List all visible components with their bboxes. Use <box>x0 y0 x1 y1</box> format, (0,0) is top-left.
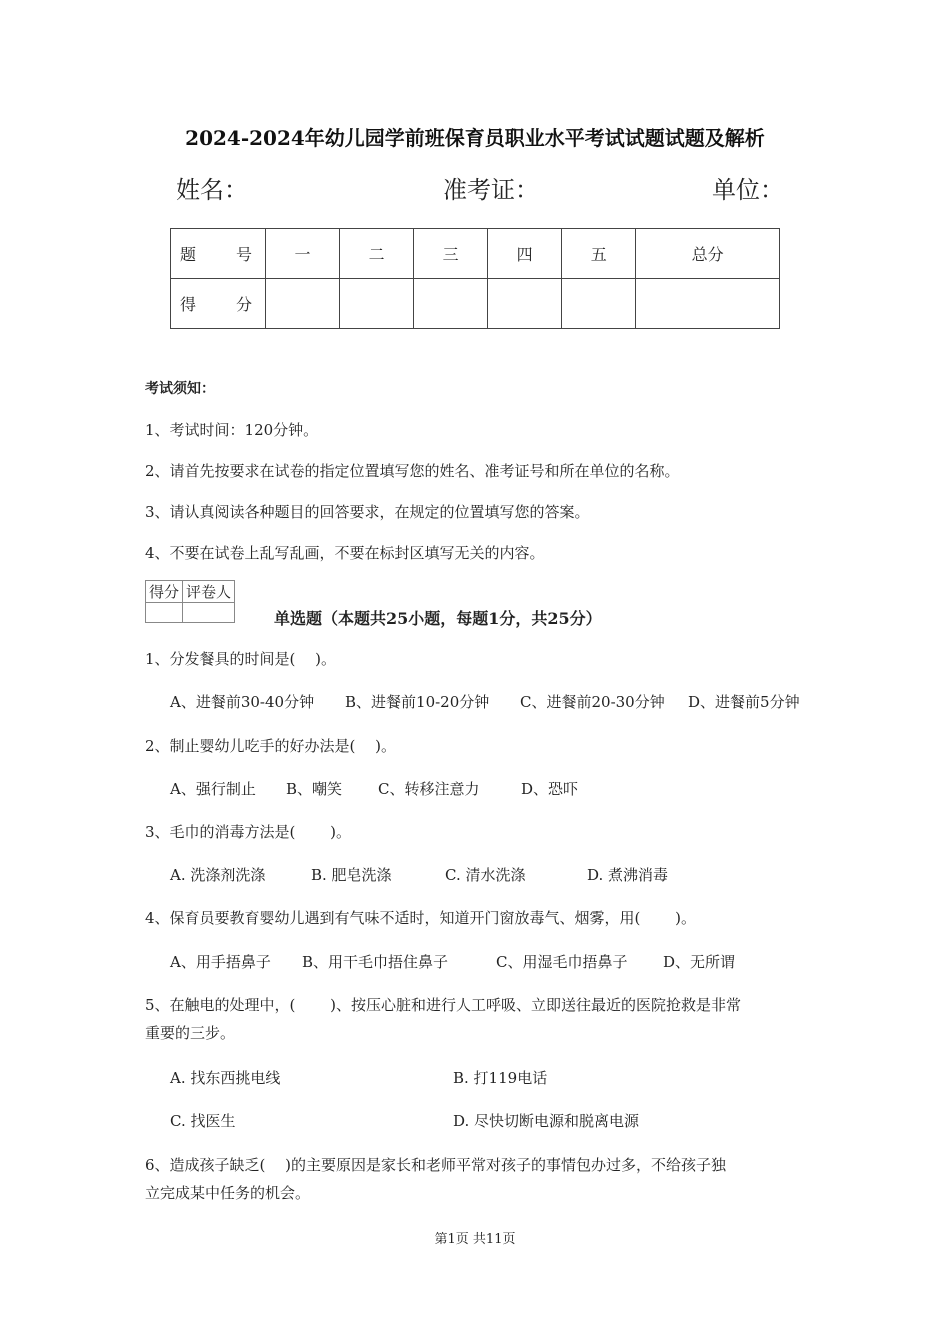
score-table-score-row <box>171 279 780 329</box>
score-cell <box>636 279 780 329</box>
question-option: C. 找医生 <box>170 1112 236 1130</box>
question-option: A、用手捂鼻子 <box>170 953 271 971</box>
score-table-col-5: 五 <box>562 229 636 279</box>
score-table-col-3: 三 <box>414 229 488 279</box>
notice-item: 1、考试时间：120分钟。 <box>145 421 319 439</box>
question-option: D. 尽快切断电源和脱离电源 <box>453 1112 640 1130</box>
notice-item: 4、不要在试卷上乱写乱画，不要在标封区填写无关的内容。 <box>145 544 545 562</box>
score-cell <box>340 279 414 329</box>
question-stem-continued: 重要的三步。 <box>145 1024 236 1042</box>
question-stem-continued: 立完成某中任务的机会。 <box>145 1184 311 1202</box>
score-cell <box>488 279 562 329</box>
question-stem: 5、在触电的处理中，( )、按压心脏和进行人工呼吸、立即送往最近的医院抢救是非常 <box>145 996 742 1014</box>
exam-id-label: 准考证： <box>443 176 539 204</box>
question-option: D、无所谓 <box>663 953 736 971</box>
grader-score-label: 得分 <box>146 581 183 603</box>
question-stem: 1、分发餐具的时间是( )。 <box>145 650 337 668</box>
question-stem: 3、毛巾的消毒方法是( )。 <box>145 823 352 841</box>
question-option: A. 洗涤剂洗涤 <box>170 866 266 884</box>
question-option: A、进餐前30-40分钟 <box>170 693 315 711</box>
question-option: C. 清水洗涤 <box>445 866 526 884</box>
grader-reviewer-cell <box>183 603 235 623</box>
question-option: B、用干毛巾捂住鼻子 <box>302 953 449 971</box>
question-option: D、恐吓 <box>521 780 579 798</box>
score-cell <box>266 279 340 329</box>
exam-title: 2024-2024年幼儿园学前班保育员职业水平考试试题试题及解析 <box>185 126 765 150</box>
name-label: 姓名： <box>176 176 248 204</box>
notice-heading: 考试须知： <box>145 381 215 397</box>
question-option: B. 肥皂洗涤 <box>311 866 392 884</box>
grader-reviewer-label: 评卷人 <box>183 581 235 603</box>
score-table-col-total: 总分 <box>636 229 780 279</box>
score-table-col-2: 二 <box>340 229 414 279</box>
grader-score-cell <box>146 603 183 623</box>
notice-item: 2、请首先按要求在试卷的指定位置填写您的姓名、准考证号和所在单位的名称。 <box>145 462 680 480</box>
question-stem: 6、造成孩子缺乏( )的主要原因是家长和老师平常对孩子的事情包办过多，不给孩子独 <box>145 1156 727 1174</box>
unit-label: 单位： <box>712 176 784 204</box>
score-table-col-1: 一 <box>266 229 340 279</box>
question-option: D. 煮沸消毒 <box>587 866 669 884</box>
notice-item: 3、请认真阅读各种题目的回答要求，在规定的位置填写您的答案。 <box>145 503 590 521</box>
score-cell <box>562 279 636 329</box>
question-option: C、用湿毛巾捂鼻子 <box>496 953 628 971</box>
question-option: D、进餐前5分钟 <box>688 693 800 711</box>
question-option: A. 找东西挑电线 <box>170 1069 281 1087</box>
score-table <box>170 228 780 329</box>
question-option: B. 打119电话 <box>453 1069 548 1087</box>
question-option: C、进餐前20-30分钟 <box>520 693 665 711</box>
question-option: A、强行制止 <box>170 780 256 798</box>
score-table-header-label: 题 号 <box>171 229 266 279</box>
question-option: B、进餐前10-20分钟 <box>345 693 490 711</box>
question-option: C、转移注意力 <box>378 780 480 798</box>
section-title: 单选题（本题共25小题，每题1分，共25分） <box>274 609 602 628</box>
page-footer: 第1页 共11页 <box>434 1232 516 1247</box>
question-stem: 4、保育员要教育婴幼儿遇到有气味不适时，知道开门窗放毒气、烟雾，用( )。 <box>145 909 697 927</box>
grader-box <box>145 580 235 623</box>
score-table-header-row <box>171 229 780 279</box>
score-table-score-label: 得 分 <box>171 279 266 329</box>
question-stem: 2、制止婴幼儿吃手的好办法是( )。 <box>145 737 397 755</box>
score-cell <box>414 279 488 329</box>
question-option: B、嘲笑 <box>286 780 343 798</box>
score-table-col-4: 四 <box>488 229 562 279</box>
